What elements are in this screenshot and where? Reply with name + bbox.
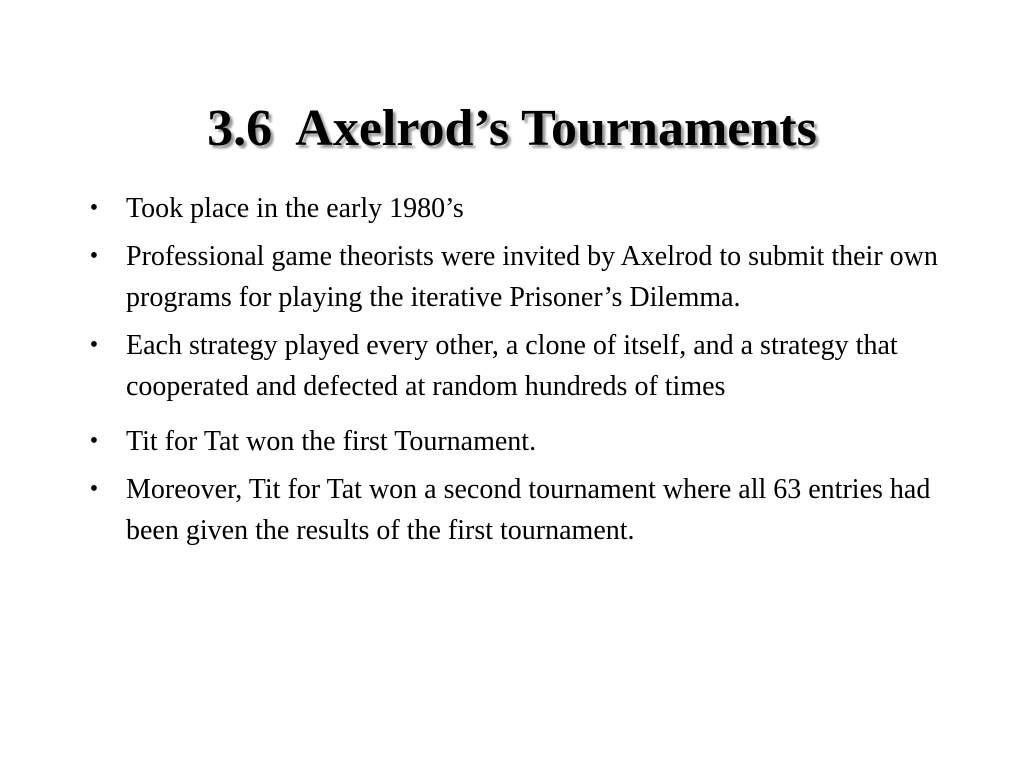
bullet-text: Moreover, Tit for Tat won a second tournament where all 63 entries had been given the results of the first tournament. (126, 474, 931, 546)
bullet-icon: • (89, 243, 99, 269)
list-item (84, 469, 944, 551)
bullet-icon: • (89, 428, 99, 454)
bullet-icon: • (89, 332, 99, 358)
bullet-icon: • (89, 476, 99, 502)
bullet-list (84, 188, 944, 551)
bullet-text: Professional game theorists were invited by Axelrod to submit their own programs for playing the iterative Prisoner’s Dilemma. (126, 241, 938, 313)
bullet-icon: • (89, 195, 99, 221)
list-item (84, 188, 944, 229)
slide-title: 3.6 Axelrod’s Tournaments (207, 100, 817, 157)
list-item (84, 236, 944, 318)
bullet-text: Took place in the early 1980’s (126, 193, 464, 224)
list-item (84, 325, 944, 407)
list-item (84, 421, 944, 462)
bullet-text: Tit for Tat won the first Tournament. (126, 426, 537, 457)
bullet-text: Each strategy played every other, a clone of itself, and a strategy that cooperated and defected at random hundreds of times (126, 330, 898, 402)
